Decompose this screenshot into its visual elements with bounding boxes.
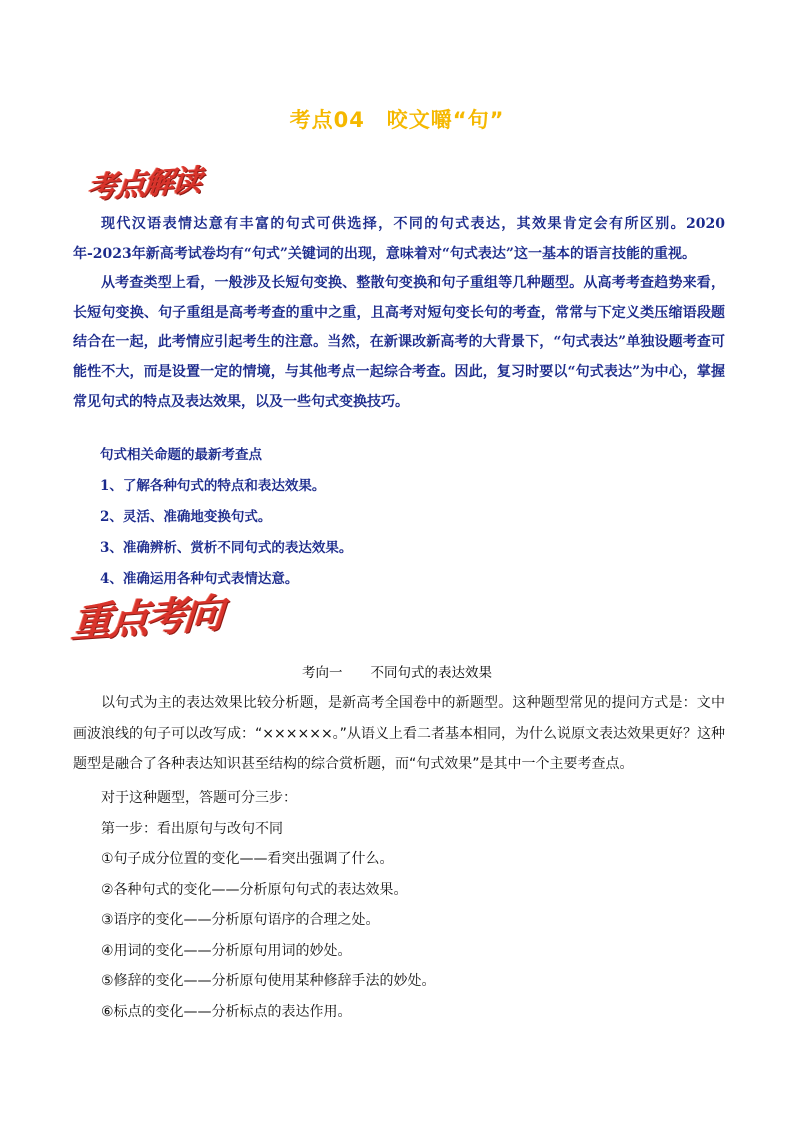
subsection-number: 考向一	[302, 665, 343, 681]
step-item: ⑥标点的变化——分析标点的表达作用。	[101, 1003, 352, 1020]
list-item: 1、了解各种句式的特点和表达效果。	[100, 478, 326, 494]
list-item: 2、灵活、准确地变换句式。	[100, 509, 272, 525]
subsection-title: 不同句式的表达效果	[370, 665, 492, 681]
step-heading: 第一步：看出原句与改句不同	[101, 820, 283, 837]
intro-section	[73, 210, 725, 417]
step-item: ①句子成分位置的变化——看突出强调了什么。	[101, 851, 394, 867]
subsection-heading	[0, 661, 794, 681]
intro-paragraph-1: 现代汉语表情达意有丰富的句式可供选择，不同的句式表达，其效果肯定会有所区别。2020年-2023年新高考试卷均有“句式”关键词的出现，意味着对“句式表达”这一基本的语言技能的重视。	[73, 216, 725, 262]
list-item: 4、准确运用各种句式表情达意。	[100, 571, 299, 587]
step-item: ⑤修辞的变化——分析原句使用某种修辞手法的妙处。	[101, 973, 436, 989]
body-paragraph: 以句式为主的表达效果比较分析题，是新高考全国卷中的新题型。这种题型常见的提问方式是：文中画波浪线的句子可以改写成：“××××××。”从语义上看二者基本相同，为什么说原文表达效果更好？这种题型是融合了各种表达知识甚至结构的综合赏析题，而“句式效果”是其中一个主要考查点。	[73, 695, 725, 772]
intro-paragraph-2: 从考查类型上看，一般涉及长短句变换、整散句变换和句子重组等几种题型。从高考考查趋势来看，长短句变换、句子重组是高考考查的重中之重，且高考对短句变长句的考查，常常与下定义类压缩语段题结合在一起，此考情应引起考生的注意。当然，在新课改新高考的大背景下，“句式表达”单独设题考查可能性不大，而是设置一定的情境，与其他考点一起综合考查。因此，复习时要以“句式表达”为中心，掌握常见句式的特点及表达效果，以及一些句式变换技巧。	[73, 275, 725, 410]
page-title: 考点04 咬文嚼“句”	[289, 108, 505, 132]
list-title: 句式相关命题的最新考查点	[100, 447, 262, 463]
step-item: ④用词的变化——分析原句用词的妙处。	[101, 942, 352, 959]
section-heading-zhongdian-kaoxiang: 重点考向	[70, 589, 223, 648]
step-item: ②各种句式的变化——分析原句句式的表达效果。	[101, 881, 408, 898]
body-section	[73, 688, 725, 780]
section-heading-kaodian-jiedu: 考点解读	[86, 163, 202, 207]
list-item: 3、准确辨析、赏析不同句式的表达效果。	[100, 540, 353, 556]
step-item: ③语序的变化——分析原句语序的合理之处。	[101, 912, 380, 928]
steps-intro: 对于这种题型，答题可分三步：	[101, 790, 297, 806]
